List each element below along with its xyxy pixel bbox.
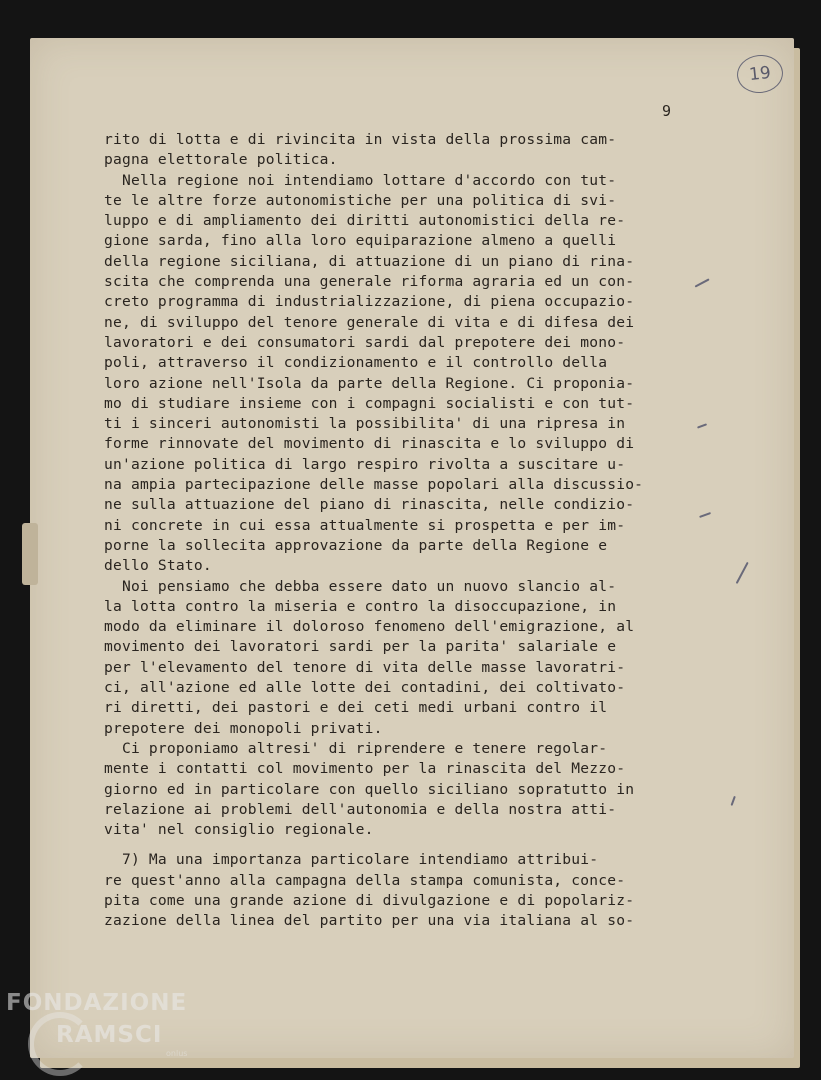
text-line: porne la sollecita approvazione da parte della Regione e: [104, 536, 608, 554]
archive-number-circle: 19: [735, 53, 785, 96]
text-line: gione sarda, fino alla loro equiparazione almeno a quelli: [104, 232, 617, 250]
text-line: prepotere dei monopoli privati.: [104, 719, 383, 737]
text-line: Noi pensiamo che debba essere dato un nuovo slancio al-: [104, 577, 617, 595]
text-line: te le altre forze autonomistiche per una politica di svi-: [104, 191, 617, 209]
text-line: poli, attraverso il condizionamento e il controllo della: [104, 354, 608, 372]
text-line: della regione siciliana, di attuazione di un piano di rina-: [104, 252, 635, 270]
text-line: mente i contatti col movimento per la rinascita del Mezzo-: [104, 760, 626, 778]
text-line: ni concrete in cui essa attualmente si prospetta e per im-: [104, 516, 626, 534]
text-line: ri diretti, dei pastori e dei ceti medi urbani contro il: [104, 699, 608, 717]
text-line: luppo e di ampliamento dei diritti autonomistici della re-: [104, 212, 626, 230]
text-line: creto programma di industrializzazione, di piena occupazio-: [104, 293, 635, 311]
watermark-line2: RAMSCI: [56, 1022, 163, 1048]
text-line: Ci proponiamo altresi' di riprendere e tenere regolar-: [104, 739, 608, 757]
text-line: na ampia partecipazione delle masse popolari alla discussio-: [104, 476, 644, 494]
text-line: Nella regione noi intendiamo lottare d'accordo con tut-: [104, 171, 617, 189]
text-line: forme rinnovate del movimento di rinascita e lo sviluppo di: [104, 435, 635, 453]
text-line: ne, di sviluppo del tenore generale di vita e di difesa dei: [104, 313, 635, 331]
text-line: mo di studiare insieme con i compagni socialisti e con tut-: [104, 394, 635, 412]
text-line: giorno ed in particolare con quello siciliano sopratutto in: [104, 780, 635, 798]
text-line: per l'elevamento del tenore di vita delle masse lavoratri-: [104, 658, 626, 676]
text-line: relazione ai problemi dell'autonomia e della nostra atti-: [104, 800, 617, 818]
text-line: ti i sinceri autonomisti la possibilita' di una ripresa in: [104, 415, 626, 433]
text-line: scita che comprenda una generale riforma agraria ed un con-: [104, 273, 635, 291]
watermark-line1: FONDAZIONE: [6, 990, 188, 1016]
text-line: ci, all'azione ed alle lotte dei contadini, dei coltivato-: [104, 679, 626, 697]
text-line: vita' nel consiglio regionale.: [104, 821, 374, 839]
text-line: lavoratori e dei consumatori sardi dal prepotere dei mono-: [104, 333, 626, 351]
text-line: zazione della linea del partito per una via italiana al so-: [104, 912, 635, 930]
text-line: re quest'anno alla campagna della stampa comunista, conce-: [104, 871, 626, 889]
watermark: [6, 990, 187, 1048]
text-line: movimento dei lavoratori sardi per la parita' salariale e: [104, 638, 617, 656]
text-line: loro azione nell'Isola da parte della Regione. Ci proponia-: [104, 374, 635, 392]
text-line: ne sulla attuazione del piano di rinascita, nelle condizio-: [104, 496, 635, 514]
page-number: 9: [662, 102, 672, 120]
text-line: un'azione politica di largo respiro rivolta a suscitare u-: [104, 455, 626, 473]
text-line: 7) Ma una importanza particolare intendiamo attribui-: [104, 851, 599, 869]
text-line: pita come una grande azione di divulgazione e di popolariz-: [104, 891, 635, 909]
text-line: la lotta contro la miseria e contro la disoccupazione, in: [104, 597, 617, 615]
text-line: rito di lotta e di rivincita in vista della prossima cam-: [104, 131, 617, 148]
watermark-small: onlus: [166, 1049, 188, 1058]
text-line: modo da eliminare il doloroso fenomeno dell'emigrazione, al: [104, 618, 635, 636]
paragraph-gap: [104, 840, 679, 850]
binding-mark: [22, 523, 38, 585]
text-line: pagna elettorale politica.: [104, 151, 338, 169]
typewritten-body: [104, 130, 679, 932]
text-line: dello Stato.: [104, 557, 212, 575]
